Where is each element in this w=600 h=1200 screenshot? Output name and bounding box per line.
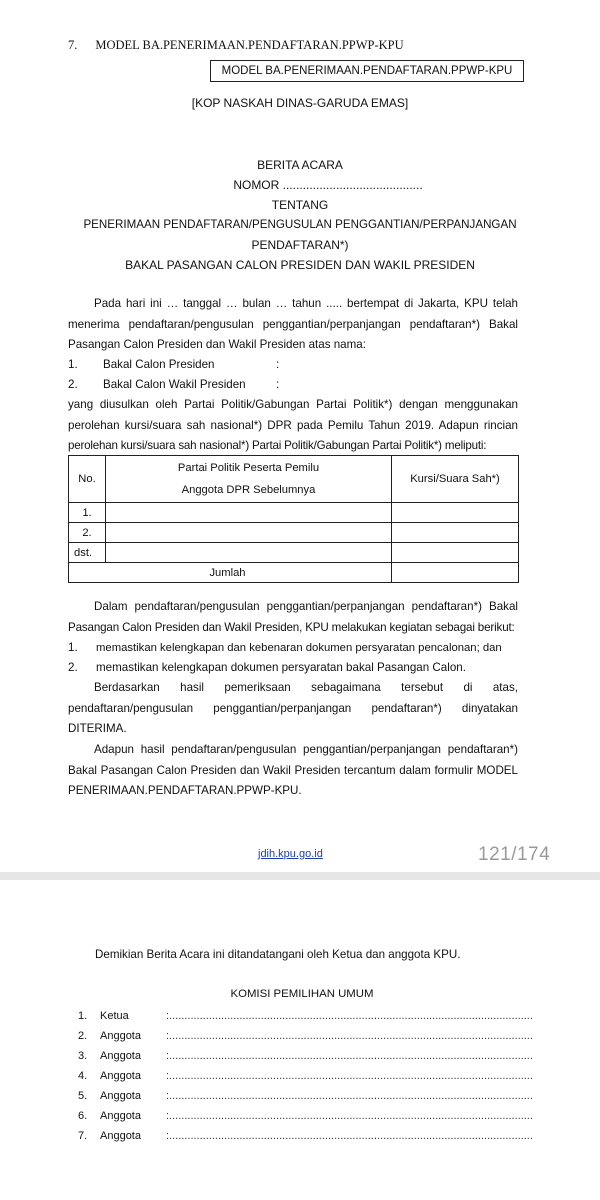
item-text: memastikan kelengkapan dan kebenaran dokumen persyaratan pencalonan; dan — [96, 642, 502, 654]
header-seats: Kursi/Suara Sah*) — [392, 456, 519, 503]
signatory-name-line: :.................................................................... — [166, 1030, 377, 1042]
signatory-name-line: :.................................................................... — [166, 1130, 377, 1142]
item-number: 1. — [68, 641, 78, 654]
subject-line-1: PENERIMAAN PENDAFTARAN/PENGUSULAN PENGGANTIAN/PERPANJANGAN — [83, 218, 517, 231]
row-party — [106, 543, 392, 563]
signatory-row — [78, 1010, 533, 1030]
header-party-line-2: Anggota DPR Sebelumnya — [181, 484, 316, 496]
subject-line-3: BAKAL PASANGAN CALON PRESIDEN DAN WAKIL PRESIDEN — [125, 258, 475, 272]
total-label: Jumlah — [69, 563, 392, 583]
paragraph-line: Bakal Pasangan Calon Presiden dan Wakil Presiden tercantum dalam formulir MODEL — [68, 763, 518, 777]
signatory-signature-line: .................................................... — [374, 1030, 533, 1042]
activity-item — [68, 658, 520, 678]
item-number: 2. — [68, 378, 78, 391]
header-party-line-1: Partai Politik Peserta Pemilu — [177, 462, 320, 474]
signatory-role: Ketua — [100, 1010, 129, 1022]
section-number: 7. — [68, 38, 78, 52]
form-paragraph — [68, 740, 518, 802]
signatory-row — [78, 1090, 533, 1110]
paragraph-line: menerima pendaftaran/pengusulan penggantian/perpanjangan pendaftaran*) Bakal — [68, 317, 518, 331]
row-seats — [392, 543, 519, 563]
signatory-number: 3. — [78, 1050, 88, 1062]
signatory-signature-line: .................................................... — [374, 1130, 533, 1142]
signatory-name-line: :.................................................................... — [166, 1070, 377, 1082]
signatory-signature-line: .................................................... — [374, 1070, 533, 1082]
table-row — [69, 543, 519, 563]
header-no: No. — [69, 456, 106, 503]
signatory-name-line: :.................................................................... — [166, 1010, 377, 1022]
table-header-row — [69, 456, 519, 503]
subject-line-2: PENDAFTARAN*) — [251, 238, 349, 252]
signatory-row — [78, 1130, 533, 1150]
item-text: memastikan kelengkapan dokumen persyaratan bakal Pasangan Calon. — [96, 661, 466, 674]
document-page-2 — [0, 880, 600, 1200]
total-value — [392, 563, 519, 583]
signatory-row — [78, 1050, 533, 1070]
table-total-row — [69, 563, 519, 583]
paragraph-line: PENERIMAAN.PENDAFTARAN.PPWP-KPU. — [68, 784, 302, 797]
page-separator — [0, 872, 600, 880]
signatory-role: Anggota — [100, 1030, 141, 1042]
document-title: BERITA ACARA — [257, 158, 343, 172]
paragraph-line: Adapun hasil pendaftaran/pengusulan penggantian/perpanjangan pendaftaran*) — [94, 743, 518, 756]
name-item — [68, 375, 368, 395]
signatory-role: Anggota — [100, 1070, 141, 1082]
row-number: dst. — [69, 543, 106, 563]
activities-intro — [68, 597, 518, 638]
row-seats — [392, 523, 519, 543]
paragraph-line: pendaftaran/pengusulan penggantian/perpanjangan pendaftaran*) dinyatakan — [68, 701, 518, 715]
nomination-paragraph — [68, 395, 518, 457]
document-number: NOMOR .......................................... — [233, 178, 423, 192]
paragraph-line: yang diusulkan oleh Partai Politik/Gabungan Partai Politik*) dengan menggunakan — [68, 398, 518, 411]
signatory-signature-line: .................................................... — [374, 1110, 533, 1122]
signatory-number: 1. — [78, 1010, 88, 1022]
paragraph-line: Pasangan Calon Presiden dan Wakil Presiden atas nama: — [68, 338, 366, 351]
signatory-name-line: :.................................................................... — [166, 1110, 377, 1122]
paragraph-line: perolehan kursi/suara sah nasional*) Partai Politik/Gabungan Partai Politik*) meliputi: — [68, 439, 487, 452]
opening-paragraph — [68, 294, 518, 356]
row-party — [106, 523, 392, 543]
page-number: 121/174 — [478, 844, 551, 865]
signatory-role: Anggota — [100, 1110, 141, 1122]
result-paragraph — [68, 678, 518, 740]
signatory-role: Anggota — [100, 1130, 141, 1142]
row-number: 1. — [69, 503, 106, 523]
section-title: MODEL BA.PENERIMAAN.PENDAFTARAN.PPWP-KPU — [95, 38, 404, 52]
section-heading — [68, 38, 404, 53]
paragraph-line: Pasangan Calon Presiden dan Wakil Presiden, KPU melakukan kegiatan sebagai berikut: — [68, 620, 515, 634]
paragraph-line: Berdasarkan hasil pemeriksaan sebagaimana tersebut di atas, — [94, 681, 518, 694]
model-title-box — [210, 60, 524, 82]
item-label: Bakal Calon Wakil Presiden — [103, 378, 246, 391]
item-label: Bakal Calon Presiden — [103, 358, 215, 371]
row-number: 2. — [69, 523, 106, 543]
signatory-number: 6. — [78, 1110, 88, 1122]
activity-item — [68, 638, 520, 658]
paragraph-line: Dalam pendaftaran/pengusulan penggantian/perpanjangan pendaftaran*) Bakal — [94, 600, 518, 613]
letterhead-placeholder: [KOP NASKAH DINAS-GARUDA EMAS] — [191, 96, 409, 110]
signatory-signature-line: .................................................... — [374, 1050, 533, 1062]
signatory-signature-line: .................................................... — [374, 1090, 533, 1102]
paragraph-line: Pada hari ini … tanggal … bulan … tahun ..... bertempat di Jakarta, KPU telah — [94, 297, 518, 310]
item-number: 1. — [68, 358, 78, 371]
signatory-number: 5. — [78, 1090, 88, 1102]
signatory-number: 7. — [78, 1130, 88, 1142]
signatory-row — [78, 1030, 533, 1050]
table-row — [69, 523, 519, 543]
signatory-signature-line: .................................................... — [374, 1010, 533, 1022]
seats-table — [68, 455, 519, 583]
signatory-row — [78, 1110, 533, 1130]
signatory-role: Anggota — [100, 1090, 141, 1102]
signatory-name-line: :.................................................................... — [166, 1090, 377, 1102]
item-number: 2. — [68, 661, 78, 674]
item-colon: : — [276, 358, 280, 371]
table-row — [69, 503, 519, 523]
row-seats — [392, 503, 519, 523]
closing-statement: Demikian Berita Acara ini ditandatangani oleh Ketua dan anggota KPU. — [95, 948, 461, 961]
signatory-role: Anggota — [100, 1050, 141, 1062]
signatory-number: 4. — [78, 1070, 88, 1082]
model-title: MODEL BA.PENERIMAAN.PENDAFTARAN.PPWP-KPU — [221, 65, 513, 77]
row-party — [106, 503, 392, 523]
item-colon: : — [276, 378, 280, 391]
signatory-row — [78, 1070, 533, 1090]
footer-link[interactable]: jdih.kpu.go.id — [258, 848, 323, 860]
paragraph-line: DITERIMA. — [68, 722, 127, 735]
paragraph-line: perolehan kursi/suara sah nasional*) DPR pada Pemilu Tahun 2019. Adapun rincian — [68, 418, 518, 432]
commission-name: KOMISI PEMILIHAN UMUM — [230, 988, 374, 1000]
name-item — [68, 355, 368, 375]
about-label: TENTANG — [271, 198, 329, 212]
signatory-name-line: :.................................................................... — [166, 1050, 377, 1062]
header-party — [106, 456, 392, 503]
signatory-number: 2. — [78, 1030, 88, 1042]
